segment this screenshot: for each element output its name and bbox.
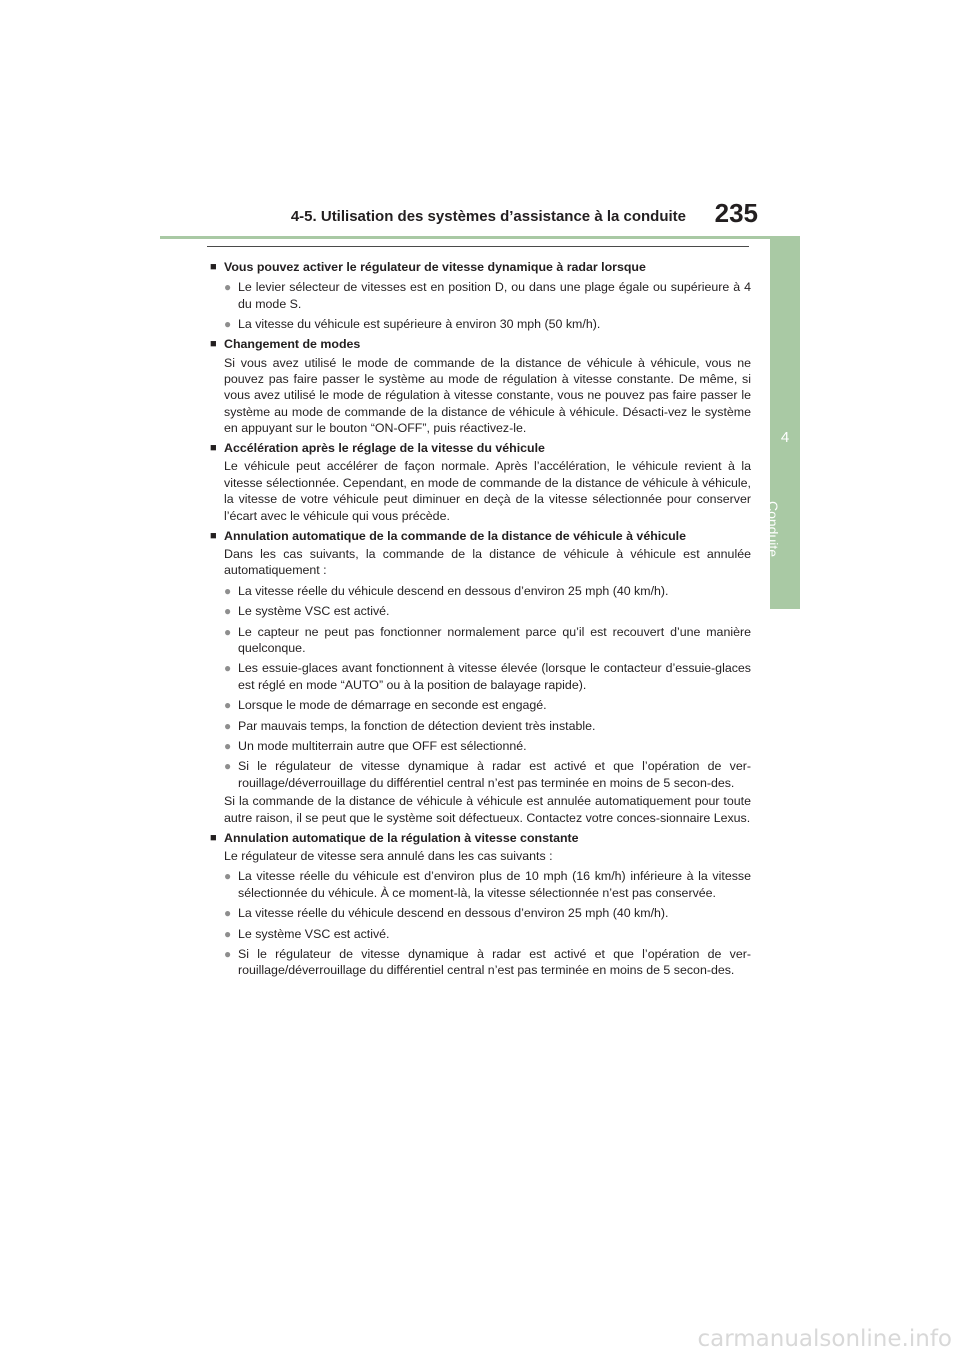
- bullet-dot-icon: ●: [224, 280, 232, 295]
- bullet-text: Un mode multiterrain autre que OFF est sélectionné.: [238, 739, 527, 754]
- bullet-item: [224, 279, 751, 312]
- section-heading-text: Annulation automatique de la commande de la distance de véhicule à véhicule: [224, 528, 687, 543]
- bullet-text: Si le régulateur de vitesse dynamique à radar est activé et que l’opération de ver-rouillage/déverrouillage du différentiel central n’est pas terminée en moins de 5 secon-des.: [238, 759, 751, 790]
- bullet-text: Si le régulateur de vitesse dynamique à radar est activé et que l’opération de ver-rouillage/déverrouillage du différentiel central n’est pas terminée en moins de 5 secon-des.: [238, 947, 751, 978]
- bullet-item: [224, 660, 751, 693]
- bullet-dot-icon: ●: [224, 698, 232, 713]
- bullet-dot-icon: ●: [224, 604, 232, 619]
- bullet-dot-icon: ●: [224, 624, 232, 639]
- bullet-text: Le capteur ne peut pas fonctionner normalement parce qu’il est recouvert d’une manière quelconque.: [238, 624, 751, 656]
- bullet-dot-icon: ●: [224, 317, 232, 332]
- bullet-text: La vitesse du véhicule est supérieure à environ 30 mph (50 km/h).: [238, 317, 601, 332]
- chapter-side-tab: [765, 239, 800, 609]
- bullet-item: [224, 624, 751, 657]
- page-header: [160, 200, 800, 239]
- bullet-item: [224, 603, 751, 619]
- square-bullet-icon: ■: [210, 338, 217, 351]
- section-heading: [210, 528, 751, 544]
- bullet-item: [224, 583, 751, 599]
- section-heading-text: Changement de modes: [224, 337, 361, 352]
- bullet-text: Les essuie-glaces avant fonctionnent à vitesse élevée (lorsque le contacteur d’essuie-glaces est réglé en mode “AUTO” ou à la position de balayage rapide).: [238, 661, 751, 692]
- bullet-item: [224, 718, 751, 734]
- section-heading: [210, 830, 751, 846]
- bullet-dot-icon: ●: [224, 583, 232, 598]
- chapter-title: 4-5. Utilisation des systèmes d’assistance à la conduite: [290, 208, 686, 225]
- bullet-text: Le système VSC est activé.: [238, 604, 390, 619]
- section-heading: [210, 259, 751, 275]
- square-bullet-icon: ■: [210, 831, 217, 844]
- bullet-dot-icon: ●: [224, 926, 232, 941]
- bullet-text: Lorsque le mode de démarrage en seconde est engagé.: [238, 698, 547, 713]
- bullet-item: [224, 697, 751, 713]
- bullet-text: La vitesse réelle du véhicule descend en dessous d’environ 25 mph (40 km/h).: [238, 906, 669, 921]
- bullet-text: Le levier sélecteur de vitesses est en position D, ou dans une plage égale ou supérieure à 4 du mode S.: [238, 280, 751, 311]
- paragraph: Si la commande de la distance de véhicule à véhicule est annulée automatiquement pour toute autre raison, il se peut que le système soit défectueux. Contactez votre conces-sionnaire Lexus.: [224, 794, 751, 825]
- paragraph: Dans les cas suivants, la commande de la distance de véhicule à véhicule est annulée automatiquement :: [224, 547, 751, 578]
- watermark: carmanualsonline.info: [697, 1326, 952, 1352]
- bullet-text: Le système VSC est activé.: [238, 926, 390, 941]
- paragraph: Le régulateur de vitesse sera annulé dans les cas suivants :: [224, 849, 553, 863]
- section-heading-text: Annulation automatique de la régulation à vitesse constante: [224, 830, 579, 845]
- square-bullet-icon: ■: [210, 261, 217, 273]
- section-heading-text: Accélération après le réglage de la vitesse du véhicule: [224, 441, 545, 456]
- bullet-dot-icon: ●: [224, 759, 232, 774]
- bullet-item: [224, 868, 751, 901]
- page-body: [210, 259, 751, 979]
- bullet-item: [224, 905, 751, 921]
- bullet-item: [224, 946, 751, 979]
- bullet-dot-icon: ●: [224, 739, 232, 754]
- chapter-label: Conduite: [765, 501, 781, 558]
- square-bullet-icon: ■: [210, 529, 217, 542]
- square-bullet-icon: ■: [210, 442, 217, 455]
- section-heading: [210, 336, 751, 352]
- paragraph: Le véhicule peut accélérer de façon normale. Après l’accélération, le véhicule revient à la vitesse sélectionnée. Cependant, en mode de commande de la distance de véhicule à véhicule, la vitesse de votre véhicule peut diminuer en deçà de la vitesse sélectionnée pour conserver l’écart avec le véhicule qui vous précède.: [224, 459, 751, 523]
- bullet-dot-icon: ●: [224, 869, 232, 884]
- bullet-text: La vitesse réelle du véhicule est d’environ plus de 10 mph (16 km/h) inférieure à la vitesse sélectionnée du véhicule. À ce moment-là, la vitesse sélectionnée n’est pas conservée.: [238, 869, 751, 900]
- chapter-number: 4: [780, 429, 790, 446]
- bullet-dot-icon: ●: [224, 718, 232, 733]
- page-number: 235: [714, 198, 758, 228]
- paragraph: Si vous avez utilisé le mode de commande de la distance de véhicule à véhicule, vous ne pouvez pas faire passer le système au mode de régulation à vitesse constante. De même, si vous avez utilisé le mode de régulation à vitesse constante, vous ne pouvez pas faire passer le système au mode de commande de la distance de véhicule à véhicule. Désacti-vez le système en appuyant sur le bouton “ON-OFF”, puis réactivez-le.: [224, 355, 751, 436]
- section-heading: [210, 440, 751, 456]
- bullet-item: [224, 316, 751, 332]
- section-heading-text: Vous pouvez activer le régulateur de vitesse dynamique à radar lorsque: [224, 260, 646, 274]
- bullet-item: [224, 926, 751, 942]
- section-divider: [207, 246, 749, 247]
- bullet-item: [224, 758, 751, 791]
- bullet-text: Par mauvais temps, la fonction de détection devient très instable.: [238, 718, 596, 733]
- bullet-dot-icon: ●: [224, 947, 232, 962]
- bullet-item: [224, 738, 751, 754]
- bullet-dot-icon: ●: [224, 661, 232, 676]
- bullet-text: La vitesse réelle du véhicule descend en dessous d’environ 25 mph (40 km/h).: [238, 583, 669, 598]
- bullet-dot-icon: ●: [224, 906, 232, 921]
